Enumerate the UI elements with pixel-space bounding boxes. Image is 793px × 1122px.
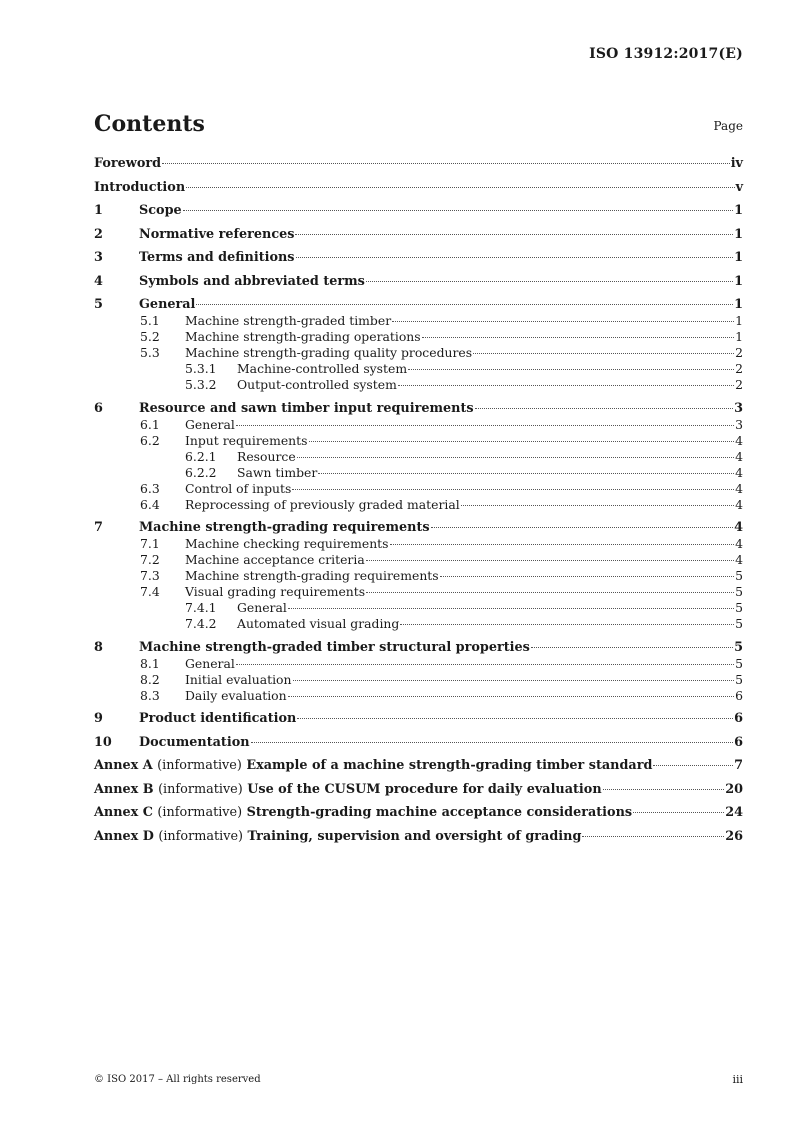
toc-entry-number: 8 [94,639,103,655]
toc-entry-number: 7.3 [140,568,160,583]
dot-leader [440,576,734,577]
toc-entry-page: 20 [725,781,743,797]
toc-entry[interactable] [94,345,743,361]
toc-entry-page: 5 [735,584,743,599]
toc-entry-page: 5 [735,568,743,583]
toc-entry-page: 1 [734,226,743,242]
page-title: Contents [94,111,205,137]
toc-entry-page: 4 [735,496,743,512]
toc-entry-number: 7.4 [140,584,160,599]
toc-entry-number: 7 [94,520,103,535]
toc-entry-page: 3 [734,400,743,416]
toc-entry-title: Machine-controlled system [237,361,408,376]
toc-entry[interactable] [94,672,743,688]
toc-entry[interactable] [94,600,743,616]
table-of-contents [94,156,743,845]
toc-entry[interactable] [94,552,743,568]
toc-entry[interactable] [94,497,743,513]
toc-annex-entry[interactable] [94,805,743,821]
toc-entry-page: 1 [734,203,743,218]
toc-entry-title: Terms and definitions [139,250,295,265]
dot-leader [183,210,733,211]
toc-entry[interactable] [94,520,743,536]
toc-annex-entry[interactable] [94,782,743,798]
toc-annex-entry[interactable] [94,829,743,845]
toc-entry-title: Visual grading requirements [185,584,366,599]
toc-entry[interactable] [94,329,743,345]
toc-entry[interactable] [94,465,743,481]
toc-entry-title: Sawn timber [237,464,318,480]
toc-entry[interactable] [94,711,743,727]
dot-leader [400,624,734,625]
toc-entry-number: 6.1 [140,416,160,432]
toc-entry[interactable] [94,401,743,417]
toc-annex-type: (informative) [158,828,244,844]
dot-leader [392,321,734,322]
toc-entry-number: 5.1 [140,313,160,328]
dot-leader [251,742,734,743]
dot-leader [318,473,734,474]
dot-leader [633,812,724,813]
toc-entry-title: Machine strength-grading requirements [139,520,430,535]
toc-entry-title: Machine strength-graded timber [185,313,392,328]
toc-entry[interactable] [94,274,743,290]
toc-entry-number: 6.4 [140,496,160,512]
toc-entry-page: 4 [735,480,743,496]
dot-leader [293,680,735,681]
toc-entry[interactable] [94,180,743,196]
dot-leader [366,592,734,593]
toc-entry-title: Use of the CUSUM procedure for daily evaluation [247,781,602,797]
toc-entry-number: 5.3.2 [185,377,217,392]
toc-annex-label: Annex D [94,828,154,844]
toc-entry-title: Foreword [94,156,162,171]
toc-entry-number: 7.4.1 [185,600,217,615]
toc-entry-page: v [735,179,743,195]
dot-leader [461,505,734,506]
toc-entry-number: 5 [94,297,103,312]
dot-leader [186,187,734,188]
dot-leader [475,408,734,409]
page-number: iii [732,1073,743,1086]
toc-entry-number: 4 [94,273,103,289]
toc-entry-number: 3 [94,250,103,265]
dot-leader [653,765,733,766]
toc-entry-number: 5.3.1 [185,361,217,376]
toc-entry-number: 2 [94,226,103,242]
toc-entry[interactable] [94,250,743,266]
toc-entry[interactable] [94,227,743,243]
toc-entry[interactable] [94,536,743,552]
dot-leader [473,353,734,354]
toc-annex-label: Annex C [94,805,153,820]
toc-entry-number: 6 [94,400,103,416]
toc-entry-number: 6.2.2 [185,464,217,480]
toc-entry-page: iv [730,156,743,171]
dot-leader [297,718,733,719]
toc-entry[interactable] [94,203,743,219]
dot-leader [236,425,734,426]
toc-entry-number: 8.1 [140,655,160,671]
toc-entry-title: Reprocessing of previously graded material [185,496,460,512]
dot-leader [297,457,734,458]
toc-entry[interactable] [94,449,743,465]
dot-leader [531,647,733,648]
toc-entry-page: 5 [735,655,743,671]
toc-entry-title: Symbols and abbreviated terms [139,273,365,289]
toc-entry-page: 4 [735,536,743,551]
toc-entry-title: Machine strength-graded timber structural properties [139,639,530,655]
toc-annex-label: Annex A [94,758,153,773]
toc-entry-number: 7.4.2 [185,616,217,631]
toc-annex-type: (informative) [158,781,243,797]
toc-entry-number: 8.3 [140,687,160,703]
toc-entry[interactable] [94,656,743,672]
toc-entry-page: 5 [735,616,743,631]
toc-entry-title: Machine strength-grading requirements [185,568,439,583]
dot-leader [390,544,735,545]
toc-entry-page: 5 [735,600,743,615]
toc-entry-title: Scope [139,203,182,218]
toc-entry-page: 6 [735,687,743,703]
toc-entry-page: 2 [735,361,743,376]
toc-entry-number: 7.2 [140,552,160,567]
dot-leader [288,696,734,697]
toc-entry[interactable] [94,688,743,704]
dot-leader [408,369,734,370]
toc-entry-page: 1 [734,273,743,289]
toc-entry[interactable] [94,156,743,172]
toc-entry-title: Daily evaluation [185,687,287,703]
toc-entry-title: Machine strength-grading operations [185,329,421,344]
dot-leader [366,560,734,561]
toc-entry-title: Introduction [94,179,186,195]
toc-entry-number: 7.1 [140,536,160,551]
toc-entry-number: 5.2 [140,329,160,344]
toc-entry-number: 5.3 [140,345,160,360]
dot-leader [288,608,734,609]
toc-entry-page: 6 [734,711,743,726]
toc-entry-page: 2 [735,345,743,360]
copyright-notice: © ISO 2017 – All rights reserved [94,1074,261,1085]
toc-entry-page: 1 [734,250,743,265]
toc-entry-title: Training, supervision and oversight of grading [247,828,582,844]
toc-entry[interactable] [94,568,743,584]
toc-entry-page: 3 [735,416,743,432]
toc-entry-title: General [185,416,235,432]
toc-entry[interactable] [94,433,743,449]
dot-leader [162,163,730,164]
dot-leader [309,441,735,442]
toc-annex-entry[interactable] [94,758,743,774]
dot-leader [296,257,734,258]
toc-entry-title: Machine checking requirements [185,536,389,551]
toc-entry[interactable] [94,735,743,751]
toc-entry-title: Resource [237,448,296,464]
toc-entry-title: Normative references [139,226,295,242]
toc-entry-page: 5 [734,639,743,655]
toc-entry[interactable] [94,616,743,632]
dot-leader [431,527,734,528]
toc-entry-title: Example of a machine strength-grading timber standard [246,758,653,773]
toc-entry[interactable] [94,313,743,329]
toc-entry-page: 2 [735,377,743,392]
toc-entry-page: 26 [725,828,743,844]
toc-entry-title: General [237,600,287,615]
dot-leader [196,304,733,305]
toc-entry-page: 1 [735,329,743,344]
toc-entry-title: Control of inputs [185,480,292,496]
dot-leader [582,836,724,837]
toc-entry[interactable] [94,584,743,600]
toc-entry-page: 6 [734,734,743,750]
dot-leader [603,789,725,790]
toc-entry-title: Resource and sawn timber input requirements [139,400,474,416]
toc-entry[interactable] [94,481,743,497]
toc-entry[interactable] [94,417,743,433]
toc-entry-title: Machine strength-grading quality procedures [185,345,473,360]
toc-entry[interactable] [94,377,743,393]
toc-entry-number: 10 [94,734,112,750]
toc-entry-title: Strength-grading machine acceptance considerations [246,805,633,820]
toc-entry-title: Automated visual grading [237,616,400,631]
toc-entry-page: 4 [735,552,743,567]
dot-leader [292,489,734,490]
document-id: ISO 13912:2017(E) [589,46,743,62]
toc-annex-label: Annex B [94,781,154,797]
toc-entry-number: 6.3 [140,480,160,496]
toc-entry-page: 24 [725,805,743,820]
toc-entry-number: 9 [94,711,103,726]
toc-entry-number: 6.2.1 [185,448,217,464]
toc-entry-title: Output-controlled system [237,377,397,392]
toc-entry-number: 8.2 [140,671,160,687]
toc-entry-number: 1 [94,203,103,218]
toc-entry-title: Product identification [139,711,297,726]
toc-annex-type: (informative) [157,758,242,773]
toc-entry-page: 5 [735,671,743,687]
dot-leader [422,337,734,338]
dot-leader [366,281,733,282]
toc-entry[interactable] [94,297,743,313]
toc-entry-title: General [185,655,235,671]
toc-annex-type: (informative) [157,805,243,820]
toc-entry-number: 6.2 [140,432,160,448]
toc-entry[interactable] [94,361,743,377]
toc-entry-page: 4 [734,520,743,535]
dot-leader [398,385,734,386]
toc-entry-title: Input requirements [185,432,308,448]
toc-entry-title: General [139,297,196,312]
toc-entry-title: Machine acceptance criteria [185,552,365,567]
toc-entry[interactable] [94,640,743,656]
toc-entry-title: Initial evaluation [185,671,292,687]
page-column-label: Page [713,119,743,133]
dot-leader [295,234,733,235]
dot-leader [236,664,734,665]
toc-entry-page: 4 [735,464,743,480]
toc-entry-page: 4 [735,448,743,464]
toc-entry-page: 1 [734,297,743,312]
toc-entry-page: 4 [735,432,743,448]
toc-entry-title: Documentation [139,734,250,750]
toc-entry-page: 1 [735,313,743,328]
toc-entry-page: 7 [734,758,743,773]
